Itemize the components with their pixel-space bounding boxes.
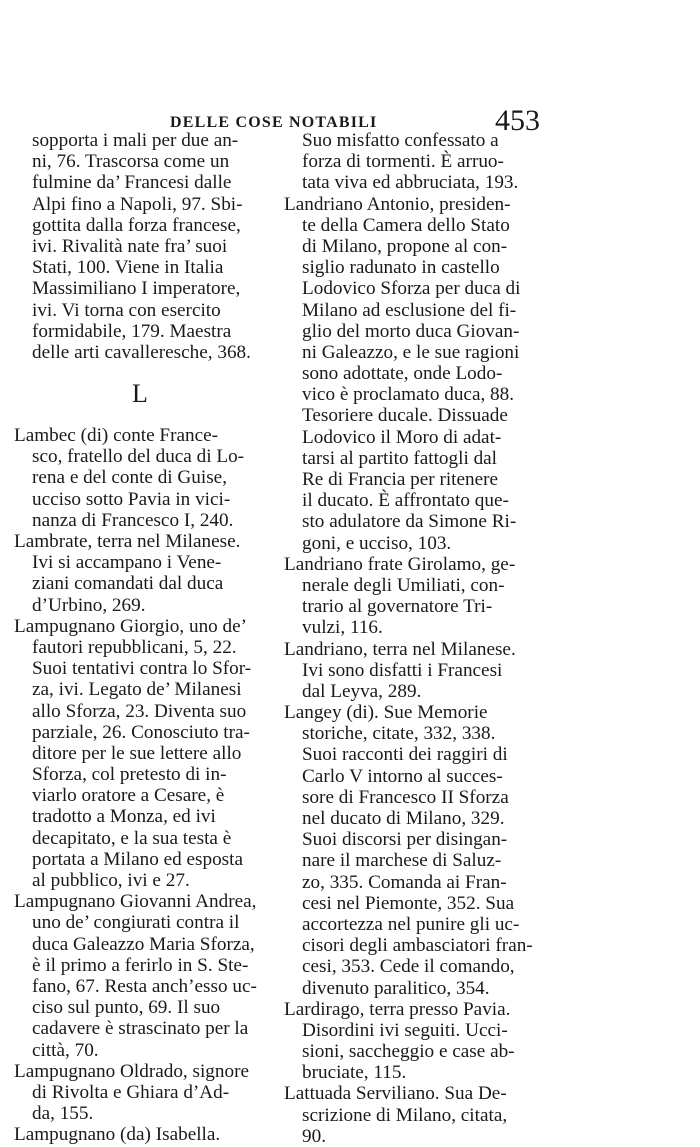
index-text-line: Stati, 100. Viene in Italia xyxy=(32,257,224,279)
index-entry-line: Lampugnano Oldrado, signore xyxy=(14,1060,249,1082)
index-text-line: 90. xyxy=(302,1125,326,1147)
index-text-line: glio del morto duca Giovan- xyxy=(302,320,520,342)
index-text-line: Milano ad esclusione del fi- xyxy=(302,299,517,321)
index-text-line: trario al governatore Tri- xyxy=(302,596,493,618)
index-text-line: cadavere è strascinato per la xyxy=(32,1018,249,1040)
index-text-line: Lodovico Sforza per duca di xyxy=(302,278,521,300)
index-text-line: vulzi, 116. xyxy=(302,617,383,639)
index-text-line: ciso sul punto, 69. Il suo xyxy=(32,997,221,1019)
index-entry-line: Landriano, terra nel Milanese. xyxy=(284,638,516,660)
index-text-line: di Milano, propone al con- xyxy=(302,235,508,257)
index-text-line: viarlo oratore a Cesare, è xyxy=(32,785,225,807)
index-text-line: Lodovico il Moro di adat- xyxy=(302,426,502,448)
index-text-line: tata viva ed abbruciata, 193. xyxy=(302,172,519,194)
index-text-line: Massimiliano I imperatore, xyxy=(32,278,241,300)
running-title: DELLE COSE NOTABILI xyxy=(170,114,378,131)
index-text-line: Alpi fino a Napoli, 97. Sbi- xyxy=(32,193,243,215)
index-text-line: za, ivi. Legato de’ Milanesi xyxy=(32,679,242,701)
index-text-line: cesi nel Piemonte, 352. Sua xyxy=(302,892,515,914)
index-text-line: Re di Francia per ritenere xyxy=(302,469,499,490)
index-text-line: Sforza, col pretesto di in- xyxy=(32,764,227,786)
page-number: 453 xyxy=(495,104,540,137)
index-text-line: tradotto a Monza, ed ivi xyxy=(32,806,216,828)
index-text-line: nel ducato di Milano, 329. xyxy=(302,808,505,829)
index-text-line: Tesoriere ducale. Dissuade xyxy=(302,405,508,427)
index-text-line: ditore per le sue lettere allo xyxy=(32,742,242,764)
index-text-line: zo, 335. Comanda ai Fran- xyxy=(302,871,507,893)
index-text-line: Ivi si accampano i Vene- xyxy=(32,552,222,574)
index-text-line: Suo misfatto confessato a xyxy=(302,130,499,151)
index-text-line: ivi. Rivalità nate fra’ suoi xyxy=(32,235,228,257)
index-text-line: ni Galeazzo, e le sue ragioni xyxy=(302,341,520,363)
index-text-line: gottita dalla forza francese, xyxy=(32,214,241,236)
index-text-line: è il primo a ferirlo in S. Ste- xyxy=(32,954,249,976)
index-text-line: nare il marchese di Saluz- xyxy=(302,850,502,872)
index-text-line: Suoi discorsi per disingan- xyxy=(302,829,508,851)
index-text-line: di Rivolta e Ghiara d’Ad- xyxy=(32,1081,230,1103)
index-text-line: accortezza nel punire gli uc- xyxy=(302,913,520,935)
index-text-line: sto adulatore da Simone Ri- xyxy=(302,511,517,533)
index-entry-line: Lambrate, terra nel Milanese. xyxy=(14,531,241,552)
index-text-line: da, 155. xyxy=(32,1103,94,1125)
index-text-line: ni, 76. Trascorsa come un xyxy=(32,151,230,173)
index-text-line: sopporta i mali per due an- xyxy=(32,130,239,151)
index-entry-line: Landriano Antonio, presiden- xyxy=(284,193,511,215)
index-entry-line: Lampugnano (da) Isabella. xyxy=(14,1124,221,1146)
index-text-line: Ivi sono disfatti i Francesi xyxy=(302,659,503,681)
index-text-line: fulmine da’ Francesi dalle xyxy=(32,172,232,194)
index-text-line: ucciso sotto Pavia in vici- xyxy=(32,488,231,510)
index-text-line: ziani comandati dal duca xyxy=(32,573,224,595)
index-text-line: sono adottate, onde Lodo- xyxy=(302,363,503,385)
index-text-line: scrizione di Milano, citata, xyxy=(302,1104,508,1126)
index-text-line: allo Sforza, 23. Diventa suo xyxy=(32,700,247,722)
index-entry-line: Lardirago, terra presso Pavia. xyxy=(284,998,511,1020)
index-column-left xyxy=(14,130,276,1145)
index-text-line: storiche, citate, 332, 338. xyxy=(302,723,496,745)
index-text-line: sore di Francesco II Sforza xyxy=(302,786,509,808)
index-text-line: uno de’ congiurati contra il xyxy=(32,912,240,934)
index-text-line: Suoi racconti dei raggiri di xyxy=(302,744,508,766)
index-entry-line: Lampugnano Giovanni Andrea, xyxy=(14,891,257,913)
index-text-line: sco, fratello del duca di Lo- xyxy=(32,446,245,468)
index-text-line: cisori degli ambasciatori fran- xyxy=(302,935,533,957)
index-text-line: duca Galeazzo Maria Sforza, xyxy=(32,933,255,955)
index-entry-line: Lampugnano Giorgio, uno de’ xyxy=(14,615,248,637)
index-entry-line: Landriano frate Girolamo, ge- xyxy=(284,553,516,575)
index-text-line: portata a Milano ed esposta xyxy=(32,848,243,870)
index-text-line: siglio radunato in castello xyxy=(302,257,500,279)
index-entry-line: Lambec (di) conte France- xyxy=(14,425,219,447)
index-text-line: te della Camera dello Stato xyxy=(302,214,510,236)
index-text-line: formidabile, 179. Maestra xyxy=(32,320,232,342)
index-text-line: il ducato. È affrontato que- xyxy=(302,490,509,512)
index-text-line: dal Leyva, 289. xyxy=(302,680,422,702)
index-text-line: nanza di Francesco I, 240. xyxy=(32,509,234,531)
index-text-line: al pubblico, ivi e 27. xyxy=(32,870,190,891)
index-text-line: Carlo V intorno al succes- xyxy=(302,765,503,787)
index-text-line: città, 70. xyxy=(32,1039,99,1061)
index-text-line: forza di tormenti. È arruo- xyxy=(302,151,504,173)
index-text-line: decapitato, e la sua testa è xyxy=(32,827,232,849)
index-text-line: fano, 67. Resta anch’esso uc- xyxy=(32,975,257,997)
index-text-line: Disordini ivi seguiti. Ucci- xyxy=(302,1019,508,1041)
index-text-line: Suoi tentativi contra lo Sfor- xyxy=(32,658,252,680)
index-text-line: cesi, 353. Cede il comando, xyxy=(302,956,515,978)
index-text-line: delle arti cavalleresche, 368. xyxy=(32,341,251,363)
index-text-line: rena e del conte di Guise, xyxy=(32,467,227,489)
index-entry-line: Langey (di). Sue Memorie xyxy=(284,702,488,724)
index-text-line: nerale degli Umiliati, con- xyxy=(302,574,505,596)
index-text-line: d’Urbino, 269. xyxy=(32,594,146,616)
index-text-line: vico è proclamato duca, 88. xyxy=(302,384,515,406)
index-text-line: parziale, 26. Conosciuto tra- xyxy=(32,721,250,743)
index-text-line: bruciate, 115. xyxy=(302,1062,407,1084)
index-text-line: ivi. Vi torna con esercito xyxy=(32,299,221,321)
index-entry-line: Lattuada Serviliano. Sua De- xyxy=(284,1083,507,1105)
index-text-line: fautori repubblicani, 5, 22. xyxy=(32,636,237,658)
index-text-line: sioni, saccheggio e case ab- xyxy=(302,1041,515,1063)
section-letter-heading: L xyxy=(132,379,148,409)
index-column-right xyxy=(284,130,546,1147)
index-text-line: tarsi al partito fattogli dal xyxy=(302,447,498,469)
index-text-line: goni, e ucciso, 103. xyxy=(302,532,452,554)
index-text-line: divenuto paralitico, 354. xyxy=(302,977,490,999)
